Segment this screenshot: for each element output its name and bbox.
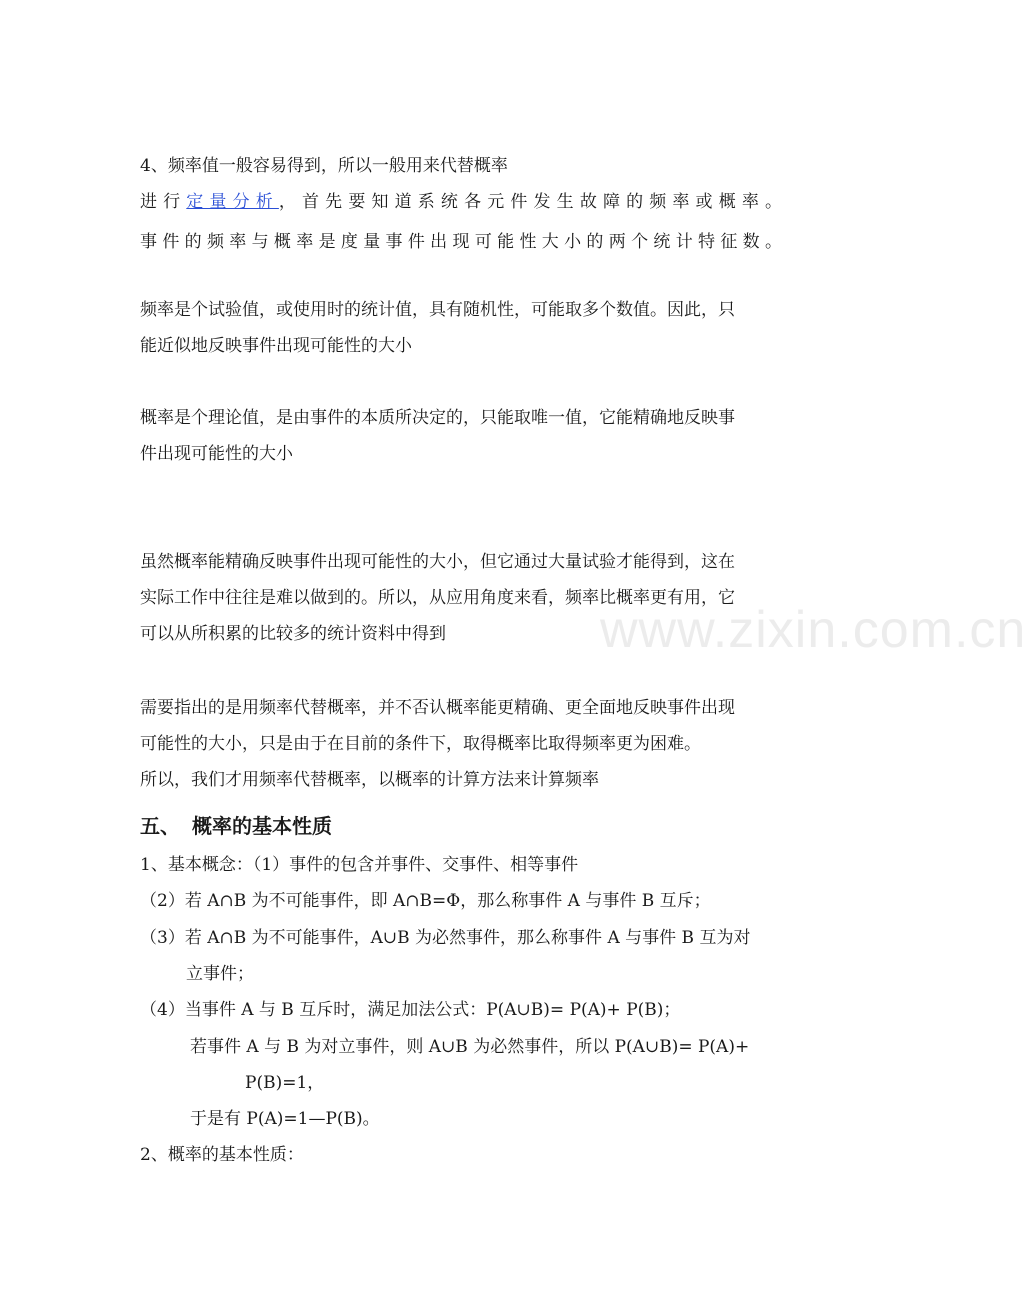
- para-although-line-2: 实际工作中往往是难以做到的。所以，从应用角度来看，频率比概率更有用，它: [140, 588, 735, 608]
- concept-item-4-sub-line-1: 若事件 A 与 B 为对立事件，则 A∪B 为必然事件，所以 P(A∪B)= P(A)+: [190, 1037, 750, 1057]
- para-note-line-3: 所以，我们才用频率代替概率，以概率的计算方法来计算频率: [140, 770, 599, 790]
- intro-line-2-post: ，首先要知道系统各元件发生故障的频率或概率。: [278, 192, 783, 212]
- intro-line-2: [140, 190, 782, 214]
- intro-line-2-pre: 进行: [140, 192, 187, 212]
- para-frequency-line-1: 频率是个试验值，或使用时的统计值，具有随机性，可能取多个数值。因此，只: [140, 300, 735, 320]
- para-frequency-line-2: 能近似地反映事件出现可能性的大小: [140, 336, 412, 356]
- concept-item-3-line-1: （3）若 A∩B 为不可能事件，A∪B 为必然事件，那么称事件 A 与事件 B 互为对: [140, 928, 751, 948]
- concept-item-1: 1、基本概念：（1）事件的包含并事件、交事件、相等事件: [140, 855, 579, 875]
- section-title: 概率的基本性质: [192, 814, 332, 838]
- concept-item-5: 2、概率的基本性质：: [140, 1145, 304, 1165]
- para-although-line-3: 可以从所积累的比较多的统计资料中得到: [140, 624, 446, 644]
- para-note-line-1: 需要指出的是用频率代替概率，并不否认概率能更精确、更全面地反映事件出现: [140, 698, 735, 718]
- section-number: 五、: [140, 814, 180, 838]
- concept-item-4-sub-line-2: P(B)=1，: [245, 1073, 325, 1093]
- watermark: www.zixin.com.cn: [600, 601, 1026, 659]
- para-probability-line-2: 件出现可能性的大小: [140, 444, 293, 464]
- concept-item-3-line-2: 立事件；: [186, 964, 254, 984]
- intro-line-3: 事件的频率与概率是度量事件出现可能性大小的两个统计特征数。: [140, 232, 782, 252]
- para-probability-line-1: 概率是个理论值，是由事件的本质所决定的，只能取唯一值，它能精确地反映事: [140, 408, 735, 428]
- quantitative-analysis-link[interactable]: 定量分析: [186, 192, 279, 212]
- section-heading: [140, 812, 332, 840]
- concept-item-4: （4）当事件 A 与 B 互斥时，满足加法公式：P(A∪B)= P(A)+ P(B)；: [140, 1000, 681, 1020]
- intro-line-1: 4、频率值一般容易得到，所以一般用来代替概率: [140, 156, 508, 176]
- para-note-line-2: 可能性的大小，只是由于在目前的条件下，取得概率比取得频率更为困难。: [140, 734, 701, 754]
- concept-item-2: （2）若 A∩B 为不可能事件，即 A∩B=Φ，那么称事件 A 与事件 B 互斥；: [140, 891, 711, 911]
- para-although-line-1: 虽然概率能精确反映事件出现可能性的大小，但它通过大量试验才能得到，这在: [140, 552, 735, 572]
- concept-item-4-sub-line-3: 于是有 P(A)=1—P(B)。: [190, 1109, 380, 1129]
